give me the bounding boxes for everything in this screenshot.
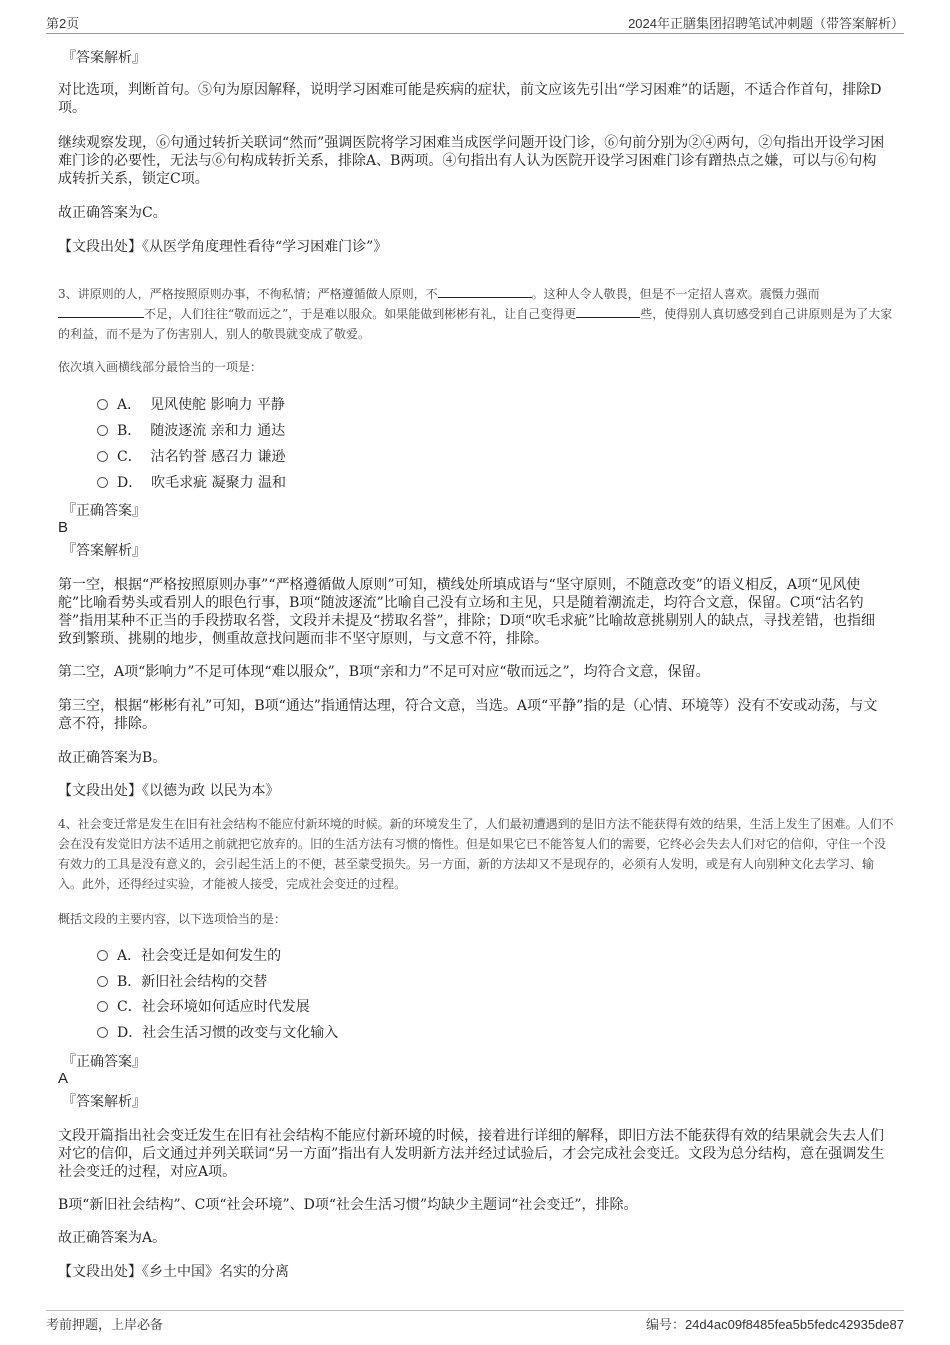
analysis-label: 『答案解析』 [62, 1094, 146, 1110]
analysis-paragraph: 文段开篇指出社会变迁发生在旧有社会结构不能应付新环境的时候，接着进行详细的解释，即旧方法不能获得有效的结果就会失去人们对它的信仰，后文通过并列关联词“另一方面”指出有人发明新方法并经过试验后，才会完成社会变迁。文段为总分结构，意在强调发生社会变迁的过程，对应A项。 [58, 1128, 885, 1180]
radio-icon[interactable] [97, 399, 108, 410]
analysis-label: 『答案解析』 [62, 50, 146, 66]
correct-answer: A [58, 1070, 69, 1087]
footer-slogan: 考前押题，上岸必备 [46, 1317, 164, 1332]
option-c[interactable]: C．社会环境如何适应时代发展 [97, 997, 310, 1017]
option-b[interactable]: B．新旧社会结构的交替 [97, 972, 267, 992]
analysis-paragraph: 第二空，A项“影响力”不足可体现“难以服众”，B项“亲和力”不足可对应“敬而远之”，均符合文意，保留。 [58, 664, 710, 680]
question-text: 3、讲原则的人，严格按照原则办事，不徇私情；严格遵循做人原则，不 。这种人令人敬畏，但是不一定招人喜欢。震慑力强而不足，人们往往“敬而远之”，于是难以服众。如果能做到彬彬有礼，让自己变得更 些，使得别人真切感受到自己讲原则是为了大家的利益，而不是为了伤害别人，别人的敬畏就变成了敬爱。 [58, 287, 893, 341]
page-number: 第2页 [46, 16, 80, 31]
question-text: 4、社会变迁常是发生在旧有社会结构不能应付新环境的时候。新的环境发生了，人们最初遭遇到的是旧方法不能获得有效的结果，生活上发生了困难。人们不会在没有发觉旧方法不适用之前就把它放弃的。旧的生活方法有习惯的惰性。但是如果它已不能答复人们的需要，它终必会失去人们对它的信仰，守住一个没有效力的工具是没有意义的，会引起生活上的不便，甚至蒙受损失。另一方面，新的方法却又不是现存的，必须有人发明，或是有人向别种文化去学习、输入。此外，还得经过实验，才能被人接受，完成社会变迁的过程。 [58, 817, 894, 891]
fill-blank [58, 305, 144, 318]
document-title: 2024年正膳集团招聘笔试冲刺题（带答案解析） [628, 16, 904, 31]
radio-icon[interactable] [97, 950, 108, 961]
option-a[interactable]: A．社会变迁是如何发生的 [97, 946, 281, 966]
option-d[interactable]: D．社会生活习惯的改变与文化输入 [97, 1023, 338, 1043]
document-id: 编号：24d4ac09f8485fea5b5fedc42935de87 [645, 1317, 904, 1332]
analysis-paragraph: B项“新旧社会结构”、C项“社会环境”、D项“社会生活习惯”均缺少主题词“社会变迁”，排除。 [58, 1197, 638, 1213]
correct-answer-label: 『正确答案』 [62, 1054, 146, 1070]
source-citation: 【文段出处】《乡土中国》名实的分离 [58, 1264, 289, 1280]
option-b[interactable]: B． 随波逐流 亲和力 通达 [97, 421, 285, 441]
radio-icon[interactable] [97, 976, 108, 987]
answer-conclusion: 故正确答案为A。 [58, 1230, 167, 1246]
source-citation: 【文段出处】《从医学角度理性看待“学习困难门诊”》 [58, 239, 388, 255]
radio-icon[interactable] [97, 477, 108, 488]
option-c[interactable]: C． 沽名钓誉 感召力 谦逊 [97, 447, 286, 467]
radio-icon[interactable] [97, 425, 108, 436]
footer-divider [46, 1310, 904, 1311]
answer-conclusion: 故正确答案为B。 [58, 750, 167, 766]
analysis-label: 『答案解析』 [62, 543, 146, 559]
header-divider [46, 33, 904, 34]
radio-icon[interactable] [97, 451, 108, 462]
correct-answer-label: 『正确答案』 [62, 503, 146, 519]
analysis-paragraph: 第一空，根据“严格按照原则办事”“严格遵循做人原则”可知，横线处所填成语与“坚守原则，不随意改变”的语义相反，A项“见风使舵”比喻看势头或看别人的眼色行事，B项“随波逐流”比喻自己没有立场和主见，只是随着潮流走，均符合文意，保留。C项“沽名钓誉”指用某种不正当的手段捞取名誉，文段并未提及“捞取名誉”，排除；D项“吹毛求疵”比喻故意挑剔别人的缺点，寻找差错，也指细致到繁琐、挑剔的地步，侧重故意找问题而非不坚守原则，与文意不符，排除。 [58, 577, 876, 647]
fill-blank [576, 305, 640, 318]
analysis-paragraph: 第三空，根据“彬彬有礼”可知，B项“通达”指通情达理，符合文意，当选。A项“平静”指的是（心情、环境等）没有不安或动荡，与文意不符，排除。 [58, 698, 878, 732]
source-citation: 【文段出处】《以德为政 以民为本》 [58, 783, 280, 799]
option-d[interactable]: D． 吹毛求疵 凝聚力 温和 [97, 473, 286, 493]
question-prompt: 依次填入画横线部分最恰当的一项是： [58, 360, 263, 374]
radio-icon[interactable] [97, 1027, 108, 1038]
question-prompt: 概括文段的主要内容，以下选项恰当的是： [58, 912, 287, 926]
analysis-paragraph: 继续观察发现，⑥句通过转折关联词“然而”强调医院将学习困难当成医学问题开设门诊，⑥句前分别为②④两句，②句指出开设学习困难门诊的必要性，无法与⑥句构成转折关系，排除A、B两项。④句指出有人认为医院开设学习困难门诊有蹭热点之嫌，可以与⑥句构成转折关系，锁定C项。 [58, 135, 885, 187]
answer-conclusion: 故正确答案为C。 [58, 205, 167, 221]
analysis-paragraph: 对比选项，判断首句。⑤句为原因解释，说明学习困难可能是疾病的症状，前文应该先引出“学习困难”的话题，不适合作首句，排除D项。 [58, 82, 882, 116]
radio-icon[interactable] [97, 1001, 108, 1012]
option-a[interactable]: A． 见风使舵 影响力 平静 [97, 395, 285, 415]
correct-answer: B [58, 519, 69, 536]
fill-blank [438, 285, 532, 298]
